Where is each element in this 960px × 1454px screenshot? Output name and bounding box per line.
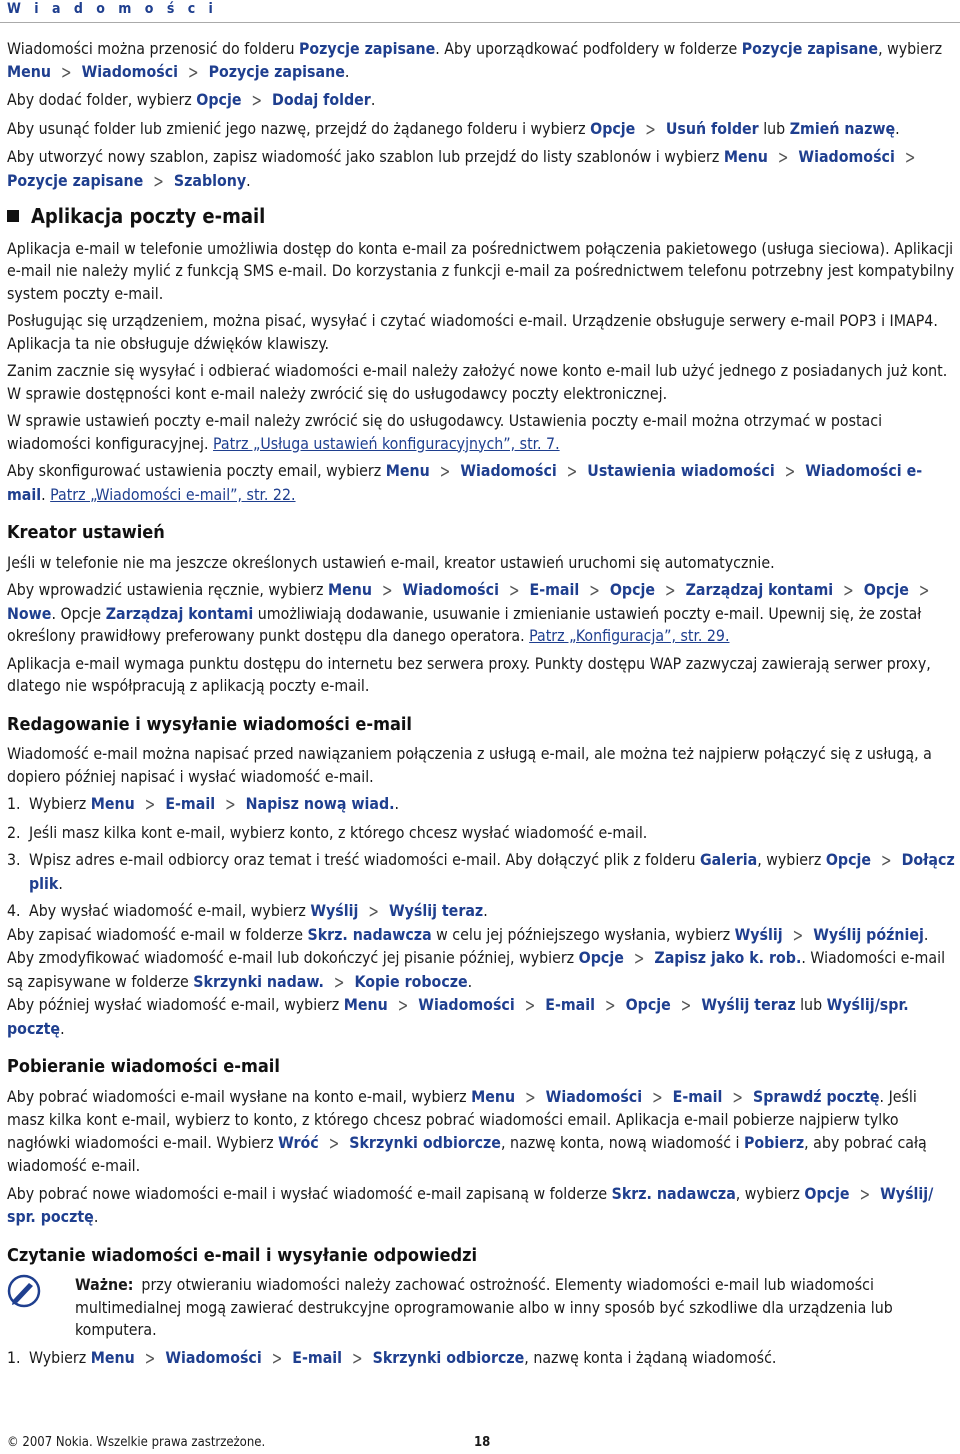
menu-path-item: Zmień nazwę	[789, 118, 896, 138]
chevron-right-icon: >	[777, 147, 789, 169]
menu-path-item: Wiadomości	[165, 1347, 262, 1367]
chevron-right-icon: >	[904, 147, 916, 169]
menu-path-item: Dodaj folder	[272, 90, 371, 109]
subsection-heading: Pobieranie wiadomości e-mail	[7, 1056, 280, 1077]
menu-path-item: Dołącz plik	[29, 850, 955, 893]
menu-path-item: Zarządzaj kontami	[685, 580, 834, 599]
menu-path-item: Ustawienia wiadomości	[587, 461, 775, 480]
page-number: 18	[474, 1435, 491, 1450]
chevron-right-icon: >	[368, 901, 379, 923]
chevron-right-icon: >	[732, 1086, 743, 1109]
chevron-right-icon: >	[843, 580, 854, 602]
menu-path-item: Usuń folder	[665, 118, 759, 138]
page-header: W i a d o m o ś c i	[7, 1, 218, 17]
menu-path-item: E-mail	[292, 1347, 343, 1367]
pencil-note-icon	[7, 1274, 75, 1342]
header-divider	[0, 22, 960, 23]
intro-paragraph-move: Wiadomości można przenosić do folderu Pozycje zapisane. Aby uporządkować podfoldery w folderze Pozycje zapisane, wybierz Menu > Wiadomości > Pozycje zapisane.	[7, 38, 955, 84]
wizard-paragraph: Jeśli w telefonie nie ma jeszcze określonych ustawień e-mail, kreator ustawień uruchomi się automatycznie.	[7, 552, 775, 572]
download-paragraph: Aby pobrać wiadomości e-mail wysłane na konto e-mail, wybierz Menu > Wiadomości > E-mail > Sprawdź pocztę. Jeśli masz kilka kont e-mail, wybierz to konto, z którego chcesz pobrać wiadomości email. Aplikacja e-mail pobierze najpierw tylko nagłówki wiadomości e-mail. Wybierz Wróć > Skrzynki odbiorcze, nazwę konta, nową wiadomość i Pobierz, aby pobrać całą wiadomość e-mail.	[7, 1086, 955, 1178]
menu-path-item: Pozycje zapisane	[741, 39, 879, 58]
menu-path-item: Menu	[7, 61, 52, 81]
email-app-paragraph: Posługując się urządzeniem, można pisać, wysyłać i czytać wiadomości e-mail. Urządzenie obsługuje serwery e-mail POP3 i IMAP4. Aplikacja ta nie obsługuje dźwięków klawiszy.	[7, 311, 938, 353]
chevron-right-icon: >	[633, 948, 645, 970]
page-content	[7, 38, 955, 1370]
chevron-right-icon: >	[397, 995, 409, 1017]
chevron-right-icon: >	[525, 1086, 536, 1109]
email-app-paragraph: Aplikacja e-mail w telefonie umożliwia dostęp do konta e-mail za pośrednictwem połączenia pakietowego (usługa sieciowa). Aplikacji e-mail nie należy mylić z funkcją SMS e-mail. Do korzystania z funkcji e-mail za pośrednictwem telefonu potrzebny jest kompatybilny system poczty e-mail.	[7, 238, 955, 303]
menu-path-item: Opcje	[863, 580, 909, 599]
chevron-right-icon: >	[918, 580, 930, 602]
square-bullet-icon	[7, 210, 19, 222]
menu-path-item: Zarządzaj kontami	[105, 603, 254, 623]
chevron-right-icon: >	[652, 1086, 663, 1109]
menu-path-item: Menu	[343, 995, 388, 1014]
list-subparagraph: Aby później wysłać wiadomość e-mail, wybierz Menu > Wiadomości > E-mail > Opcje > Wyślij teraz lub Wyślij/spr. pocztę.	[7, 994, 955, 1040]
menu-path-item: Menu	[471, 1086, 516, 1106]
wizard-manual-paragraph: Aby wprowadzić ustawienia ręcznie, wybierz Menu > Wiadomości > E-mail > Opcje > Zarządzaj kontami > Opcje >Nowe. Opcje Zarządzaj kontami umożliwiają dodawanie, usuwanie i zmienianie ustawień poczty e-mail. Upewnij się, że został określony prawidłowy preferowany punkt dostępu dla danego operatora. Patrz „Konfiguracja”, str. 29.	[7, 579, 955, 648]
chevron-right-icon: >	[859, 1183, 871, 1206]
chevron-right-icon: >	[381, 580, 393, 602]
menu-path-item: Skrz. nadawcza	[307, 924, 432, 944]
menu-path-item: Opcje	[196, 90, 242, 109]
menu-path-item: Menu	[90, 794, 135, 813]
menu-path-item: Wyślij teraz	[701, 995, 796, 1014]
menu-path-item: Menu	[723, 147, 768, 166]
menu-path-item: Napisz nową wiad.	[245, 794, 395, 813]
menu-path-item: Menu	[385, 461, 430, 480]
chevron-right-icon: >	[153, 170, 164, 193]
intro-paragraph-add: Aby dodać folder, wybierz Opcje > Dodaj folder.	[7, 89, 955, 113]
menu-path-item: Nowe	[7, 603, 52, 623]
chevron-right-icon: >	[188, 61, 199, 84]
menu-path-item: Sprawdź pocztę	[752, 1086, 880, 1106]
email-config-paragraph: Aby skonfigurować ustawienia poczty email, wybierz Menu > Wiadomości > Ustawienia wiadomości > Wiadomości e-mail. Patrz „Wiadomości e-mail”, str. 22.	[7, 460, 955, 506]
chevron-right-icon: >	[352, 1347, 363, 1370]
cross-reference-link[interactable]: Patrz „Konfiguracja”, str. 29.	[529, 626, 730, 645]
note-label: Ważne:	[75, 1275, 134, 1294]
cross-reference-link[interactable]: Patrz „Usługa ustawień konfiguracyjnych”, str. 7.	[213, 433, 560, 453]
subsection-heading: Redagowanie i wysyłanie wiadomości e-mail	[7, 713, 412, 735]
menu-path-item: Skrzynki odbiorcze	[372, 1347, 525, 1367]
menu-path-item: Pozycje zapisane	[298, 39, 436, 58]
menu-path-item: Wiadomości	[460, 461, 557, 480]
menu-path-item: Pobierz	[744, 1132, 805, 1152]
chevron-right-icon: >	[271, 1347, 283, 1370]
menu-path-item: E-mail	[672, 1086, 723, 1106]
menu-path-item: Opcje	[609, 580, 655, 599]
menu-path-item: Wiadomości	[545, 1086, 643, 1106]
menu-path-item: Skrzynki odbiorcze	[349, 1132, 501, 1152]
list-item: 1. Wybierz Menu > Wiadomości > E-mail > Skrzynki odbiorcze, nazwę konta i żądaną wiadomość.	[7, 1347, 955, 1371]
chevron-right-icon: >	[251, 90, 263, 112]
chevron-right-icon: >	[328, 1132, 340, 1155]
chevron-right-icon: >	[881, 850, 892, 872]
download-paragraph: Aby pobrać nowe wiadomości e-mail i wysłać wiadomość e-mail zapisaną w folderze Skrz. nadawcza, wybierz Opcje > Wyślij/ spr. pocztę.	[7, 1183, 955, 1229]
chevron-right-icon: >	[645, 118, 656, 141]
chevron-right-icon: >	[589, 580, 600, 602]
chevron-right-icon: >	[144, 1347, 156, 1370]
menu-path-item: Opcje	[625, 995, 671, 1014]
menu-path-item: Wyślij	[734, 924, 783, 944]
menu-path-item: Opcje	[825, 850, 872, 869]
menu-path-item: Pozycje zapisane	[7, 170, 144, 190]
menu-path-item: Wyślij teraz	[388, 901, 484, 920]
menu-path-item: Menu	[327, 580, 372, 599]
chevron-right-icon: >	[333, 971, 345, 994]
menu-path-item: Wyślij	[310, 901, 359, 920]
menu-path-item: Menu	[90, 1347, 135, 1367]
list-item: 4. Aby wysłać wiadomość e-mail, wybierz Wyślij > Wyślij teraz.	[7, 900, 955, 924]
chevron-right-icon: >	[439, 461, 451, 483]
menu-path-item: E-mail	[165, 794, 216, 813]
menu-path-item: Wiadomości	[418, 995, 515, 1014]
chevron-right-icon: >	[144, 794, 156, 816]
menu-path-item: E-mail	[545, 995, 596, 1014]
compose-paragraph: Wiadomość e-mail można napisać przed nawiązaniem połączenia z usługą e-mail, ale można też najpierw połączyć się z usługą, a dopiero później napisać i wysłać wiadomość e-mail.	[7, 744, 932, 786]
chevron-right-icon: >	[784, 461, 796, 483]
copyright-text: © 2007 Nokia. Wszelkie prawa zastrzeżone.	[7, 1435, 266, 1450]
subsection-heading: Kreator ustawień	[7, 522, 165, 543]
menu-path-item: Opcje	[590, 118, 636, 138]
list-item: 1. Wybierz Menu > E-mail > Napisz nową wiad..	[7, 793, 955, 817]
menu-path-item: Wyślij później	[813, 924, 924, 944]
chevron-right-icon: >	[665, 580, 676, 602]
menu-path-item: Zapisz jako k. rob.	[654, 948, 802, 967]
menu-path-item: E-mail	[529, 580, 580, 599]
menu-path-item: Wyślij/ spr. pocztę	[7, 1183, 934, 1226]
menu-path-item: Galeria	[700, 850, 758, 869]
list-item: 2. Jeśli masz kilka kont e-mail, wybierz konto, z którego chcesz wysłać wiadomość e-mail.	[7, 822, 648, 842]
email-app-paragraph: Zanim zacznie się wysyłać i odbierać wiadomości e-mail należy założyć nowe konto e-mail lub użyć jednego z posiadanych już kont. W sprawie dostępności kont e-mail należy zwrócić się do usługodawcy poczty elektronicznej.	[7, 361, 948, 403]
list-subparagraph: Aby zmodyfikować wiadomość e-mail lub dokończyć jej pisanie później, wybierz Opcje > Zapisz jako k. rob.. Wiadomości e-mail są zapisywane w folderze Skrzynki nadaw. > Kopie robocze.	[7, 947, 955, 994]
important-note	[7, 1274, 955, 1342]
menu-path-item: Skrz. nadawcza	[611, 1183, 736, 1203]
menu-path-item: Opcje	[804, 1183, 850, 1203]
chevron-right-icon: >	[605, 995, 616, 1017]
menu-path-item: Szablony	[173, 170, 247, 190]
chevron-right-icon: >	[61, 61, 72, 84]
chevron-right-icon: >	[792, 924, 804, 947]
menu-path-item: Skrzynki nadaw.	[193, 971, 324, 991]
menu-path-item: Kopie robocze	[354, 971, 468, 991]
page-footer	[7, 1435, 955, 1450]
menu-path-item: Wiadomości e-mail	[7, 461, 923, 504]
chevron-right-icon: >	[566, 461, 578, 483]
menu-path-item: Wyślij/spr. pocztę	[7, 995, 909, 1038]
chevron-right-icon: >	[508, 580, 520, 602]
note-text: przy otwieraniu wiadomości należy zachować ostrożność. Elementy wiadomości e-mail lub wiadomości multimedialnej mogą zawierać destrukcyjne oprogramowanie albo w inny sposób być szkodliwe dla urządzenia lub komputera.	[75, 1275, 893, 1339]
chevron-right-icon: >	[225, 794, 236, 816]
section-heading: Aplikacja poczty e-mail	[7, 205, 955, 228]
chevron-right-icon: >	[680, 995, 692, 1017]
menu-path-item: Wiadomości	[402, 580, 499, 599]
wizard-proxy-paragraph: Aplikacja e-mail wymaga punktu dostępu do internetu bez serwera proxy. Punkty dostępu WAP zazwyczaj zawierają serwer proxy, dlatego nie współpracują z aplikacją poczty e-mail.	[7, 653, 931, 695]
subsection-heading: Czytanie wiadomości e-mail i wysyłanie odpowiedzi	[7, 1244, 478, 1266]
menu-path-item: Opcje	[578, 948, 624, 967]
cross-reference-link[interactable]: Patrz „Wiadomości e-mail”, str. 22.	[50, 484, 296, 504]
menu-path-item: Pozycje zapisane	[208, 61, 345, 81]
intro-paragraph-delete: Aby usunąć folder lub zmienić jego nazwę, przejdź do żądanego folderu i wybierz Opcje > Usuń folder lub Zmień nazwę.	[7, 118, 955, 142]
list-item: 3. Wpisz adres e-mail odbiorcy oraz temat i treść wiadomości e-mail. Aby dołączyć plik z folderu Galeria, wybierz Opcje > Dołącz plik.	[7, 849, 955, 895]
menu-path-item: Wiadomości	[81, 61, 178, 81]
email-settings-paragraph: W sprawie ustawień poczty e-mail należy zwrócić się do usługodawcy. Ustawienia poczty e-mail można otrzymać w postaci wiadomości konfiguracyjnej. Patrz „Usługa ustawień konfiguracyjnych”, str. 7.	[7, 411, 883, 453]
list-subparagraph: Aby zapisać wiadomość e-mail w folderze Skrz. nadawcza w celu jej późniejszego wysłania, wybierz Wyślij > Wyślij później.	[7, 924, 955, 948]
chevron-right-icon: >	[524, 995, 536, 1017]
menu-path-item: Wiadomości	[798, 147, 895, 166]
intro-paragraph-template: Aby utworzyć nowy szablon, zapisz wiadomość jako szablon lub przejdź do listy szablonów i wybierz Menu > Wiadomości >Pozycje zapisane > Szablony.	[7, 146, 955, 193]
menu-path-item: Wróć	[278, 1132, 319, 1152]
